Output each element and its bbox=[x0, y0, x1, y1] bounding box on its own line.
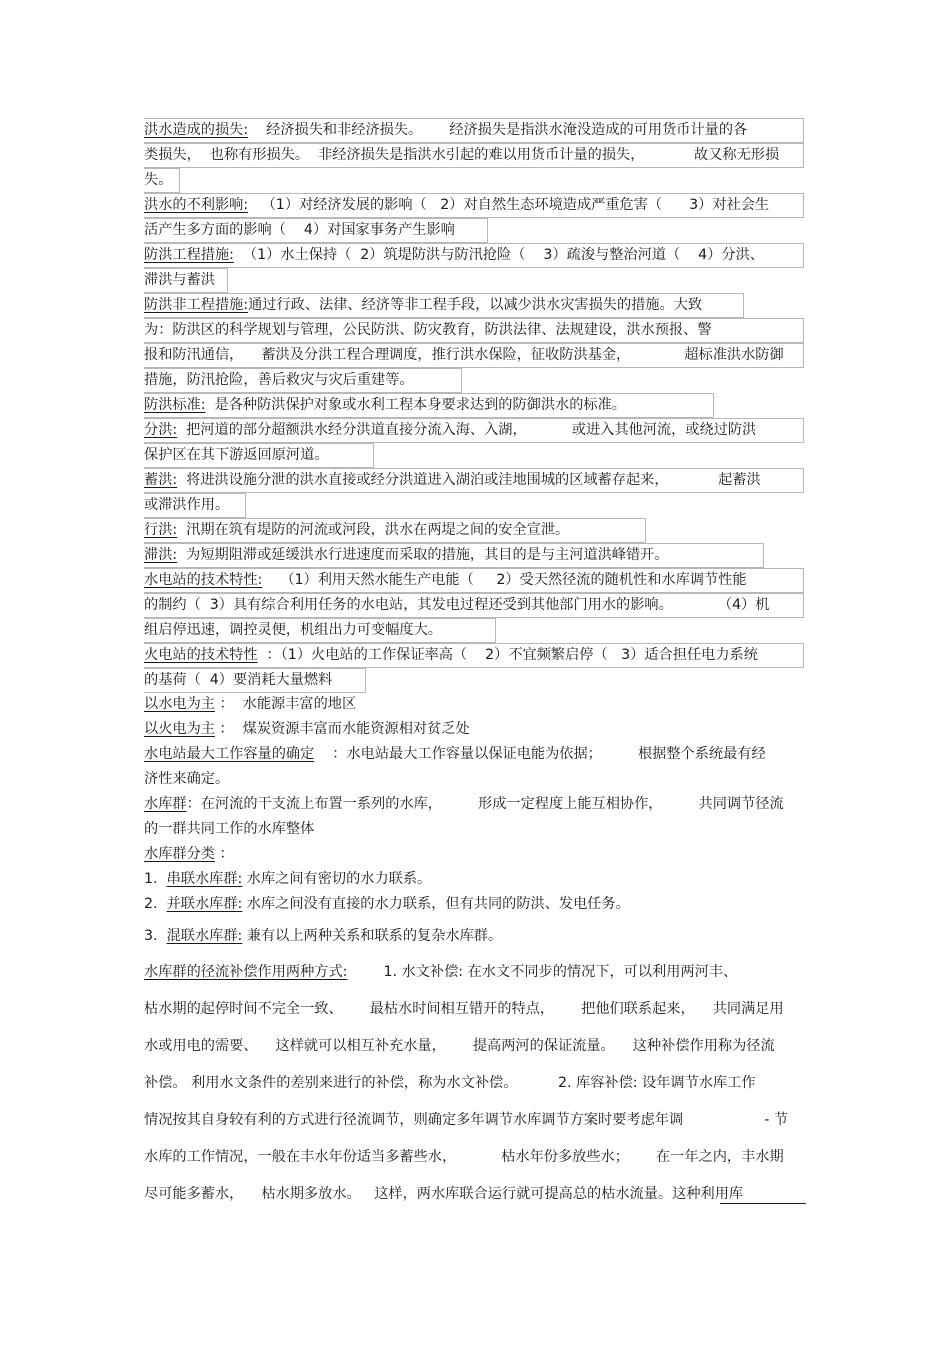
text-line bbox=[144, 793, 784, 818]
text-line bbox=[144, 961, 737, 986]
text-line bbox=[144, 468, 804, 493]
line-text: 的一群共同工作的水库整体 bbox=[144, 821, 315, 837]
line-text: 保护区在其下游返回原河道。 bbox=[144, 447, 329, 463]
line-text: ： bbox=[214, 846, 234, 862]
line-text: （1）利用天然水能生产电能（ 2）受天然径流的随机性和水库调节性能 bbox=[262, 572, 747, 588]
text-line bbox=[144, 518, 646, 543]
text-line bbox=[144, 193, 804, 218]
list-number: 3. bbox=[144, 928, 167, 944]
text-line bbox=[144, 843, 234, 868]
text-line bbox=[144, 1146, 784, 1171]
text-line bbox=[144, 643, 804, 668]
term: 行洪: bbox=[144, 522, 178, 538]
line-text: ： 水能源丰富的地区 bbox=[214, 696, 357, 712]
text-line bbox=[144, 1109, 788, 1134]
line-text: ：（1）火电站的工作保证率高（ 2）不宜频繁启停（ 3）适合担任电力系统 bbox=[257, 647, 758, 663]
term: 洪水的不利影响: bbox=[144, 197, 249, 213]
text-line bbox=[144, 693, 356, 718]
text-line bbox=[144, 1183, 743, 1208]
text-line bbox=[144, 743, 766, 768]
text-line bbox=[144, 1072, 756, 1097]
text-line bbox=[144, 1035, 775, 1060]
line-text: 水或用电的需要、 这样就可以相互补充水量， 提高两河的保证流量。 这种补偿作用称为径流 bbox=[144, 1038, 775, 1054]
line-text: 活产生多方面的影响（ 4）对国家事务产生影响 bbox=[144, 222, 455, 238]
term: 串联水库群: bbox=[166, 871, 243, 887]
line-text: ：水电站最大工作容量以保证电能为依据； 根据整个系统最有经 bbox=[314, 746, 766, 762]
term: 蓄洪: bbox=[144, 472, 178, 488]
text-line bbox=[144, 768, 229, 793]
line-text: 补偿。 利用水文条件的差别来进行的补偿，称为水文补偿。 2. 库容补偿: 设年调节水库工作 bbox=[144, 1075, 756, 1091]
line-text: 或滞洪作用。 bbox=[144, 497, 230, 513]
term: 防洪标准: bbox=[144, 397, 206, 413]
text-line bbox=[144, 243, 804, 268]
list-number: 2. bbox=[144, 896, 167, 912]
text-line bbox=[144, 318, 804, 343]
line-text: （1）水土保持（ 2）筑堤防洪与防汛抢险（ 3）疏浚与整治河道（ 4）分洪、 bbox=[233, 247, 764, 263]
term: 水电站的技术特性: bbox=[144, 572, 263, 588]
line-text: 水库之间没有直接的水力联系，但有共同的防洪、发电任务。 bbox=[242, 896, 630, 912]
line-text: 为：防洪区的科学规划与管理，公民防洪、防灾教育，防洪法律、法规建设，洪水预报、警 bbox=[144, 322, 712, 338]
list-item bbox=[144, 925, 502, 950]
term: 水电站最大工作容量的确定 bbox=[144, 746, 315, 762]
text-line bbox=[144, 998, 784, 1023]
term: 分洪: bbox=[144, 422, 178, 438]
line-text: 通过行政、法律、经济等非工程手段，以减少洪水灾害损失的措施。大致 bbox=[248, 297, 703, 313]
line-text: 是各种防洪保护对象或水利工程本身要求达到的防御洪水的标准。 bbox=[205, 397, 626, 413]
term: 并联水库群: bbox=[166, 896, 243, 912]
line-text: 将进洪设施分泄的洪水直接或经分洪道进入湖泊或洼地围城的区域蓄存起来， 起蓄洪 bbox=[177, 472, 761, 488]
line-text: 的基荷（ 4）要消耗大量燃料 bbox=[144, 672, 333, 688]
text-line bbox=[144, 718, 470, 743]
text-line bbox=[144, 493, 246, 518]
line-text: 组启停迅速，调控灵便，机组出力可变幅度大。 bbox=[144, 622, 442, 638]
text-line bbox=[144, 668, 366, 693]
line-text: 为短期阻滞或延缓洪水行进速度而采取的措施，其目的是与主河道洪峰错开。 bbox=[177, 547, 669, 563]
text-line bbox=[144, 568, 804, 593]
text-line bbox=[144, 818, 314, 843]
line-text: 汛期在筑有堤防的河流或河段，洪水在两堤之间的安全宣泄。 bbox=[177, 522, 570, 538]
list-number: 1. bbox=[144, 871, 167, 887]
text-line bbox=[144, 168, 180, 193]
text-line bbox=[144, 443, 374, 468]
text-line bbox=[144, 368, 462, 393]
list-item bbox=[144, 893, 630, 918]
text-line bbox=[144, 118, 804, 143]
line-text: 类损失， 也称有形损失。 非经济损失是指洪水引起的难以用货币计量的损失， 故又称无形损 bbox=[144, 147, 780, 163]
line-text: 的制约（ 3）具有综合利用任务的水电站，其发电过程还受到其他部门用水的影响。 （4）机 bbox=[144, 597, 770, 613]
text-line bbox=[144, 393, 714, 418]
line-text: 失。 bbox=[144, 172, 173, 188]
line-text: 情况按其自身较有利的方式进行径流调节，则确定多年调节水库调节方案时要考虑年调 - 节 bbox=[144, 1112, 789, 1128]
line-text: 把河道的部分超额洪水经分洪道直接分流入海、入湖， 或进入其他河流，或绕过防洪 bbox=[177, 422, 757, 438]
term: 防洪工程措施: bbox=[144, 247, 234, 263]
text-line bbox=[144, 618, 496, 643]
term: 以水电为主 bbox=[144, 696, 215, 712]
term: 洪水造成的损失: bbox=[144, 122, 249, 138]
line-text: ：在河流的干支流上布置一系列的水库， 形成一定程度上能互相协作， 共同调节径流 bbox=[186, 796, 784, 812]
text-line bbox=[144, 343, 804, 368]
line-text: （1）对经济发展的影响（ 2）对自然生态环境造成严重危害（ 3）对社会生 bbox=[248, 197, 770, 213]
line-text: 经济损失和非经济损失。 经济损失是指洪水淹没造成的可用货币计量的各 bbox=[248, 122, 748, 138]
line-text: 措施，防汛抢险，善后救灾与灾后重建等。 bbox=[144, 372, 414, 388]
term: 水库群 bbox=[144, 796, 187, 812]
line-text: 报和防汛通信， 蓄洪及分洪工程合理调度，推行洪水保险，征收防洪基金， 超标准洪水防御 bbox=[144, 347, 784, 363]
line-text: 1. 水文补偿: 在水文不同步的情况下，可以利用两河丰、 bbox=[347, 964, 738, 980]
line-text: 济性来确定。 bbox=[144, 771, 230, 787]
term: 水库群的径流补偿作用两种方式: bbox=[144, 964, 348, 980]
line-text: ： 煤炭资源丰富而水能资源相对贫乏处 bbox=[214, 721, 470, 737]
line-text: 滞洪与蓄洪 bbox=[144, 272, 215, 288]
text-line bbox=[144, 143, 804, 168]
term: 混联水库群: bbox=[166, 928, 243, 944]
term: 水库群分类 bbox=[144, 846, 215, 862]
underline-rule bbox=[720, 1203, 806, 1204]
text-line bbox=[144, 593, 804, 618]
text-line bbox=[144, 293, 744, 318]
list-item bbox=[144, 868, 431, 893]
text-line bbox=[144, 418, 804, 443]
text-line bbox=[144, 543, 764, 568]
term: 滞洪: bbox=[144, 547, 178, 563]
term: 火电站的技术特性 bbox=[144, 647, 258, 663]
line-text: 水库的工作情况，一般在丰水年份适当多蓄些水， 枯水年份多放些水； 在一年之内，丰水期 bbox=[144, 1149, 784, 1165]
term: 防洪非工程措施: bbox=[144, 297, 249, 313]
term: 以火电为主 bbox=[144, 721, 215, 737]
line-text: 枯水期的起停时间不完全一致、 最枯水时间相互错开的特点， 把他们联系起来， 共同满足用 bbox=[144, 1001, 784, 1017]
line-text: 尽可能多蓄水， 枯水期多放水。 这样，两水库联合运行就可提高总的枯水流量。这种利用库 bbox=[144, 1186, 744, 1202]
line-text: 水库之间有密切的水力联系。 bbox=[242, 871, 432, 887]
line-text: 兼有以上两种关系和联系的复杂水库群。 bbox=[242, 928, 503, 944]
text-line bbox=[144, 268, 228, 293]
text-line bbox=[144, 218, 488, 243]
